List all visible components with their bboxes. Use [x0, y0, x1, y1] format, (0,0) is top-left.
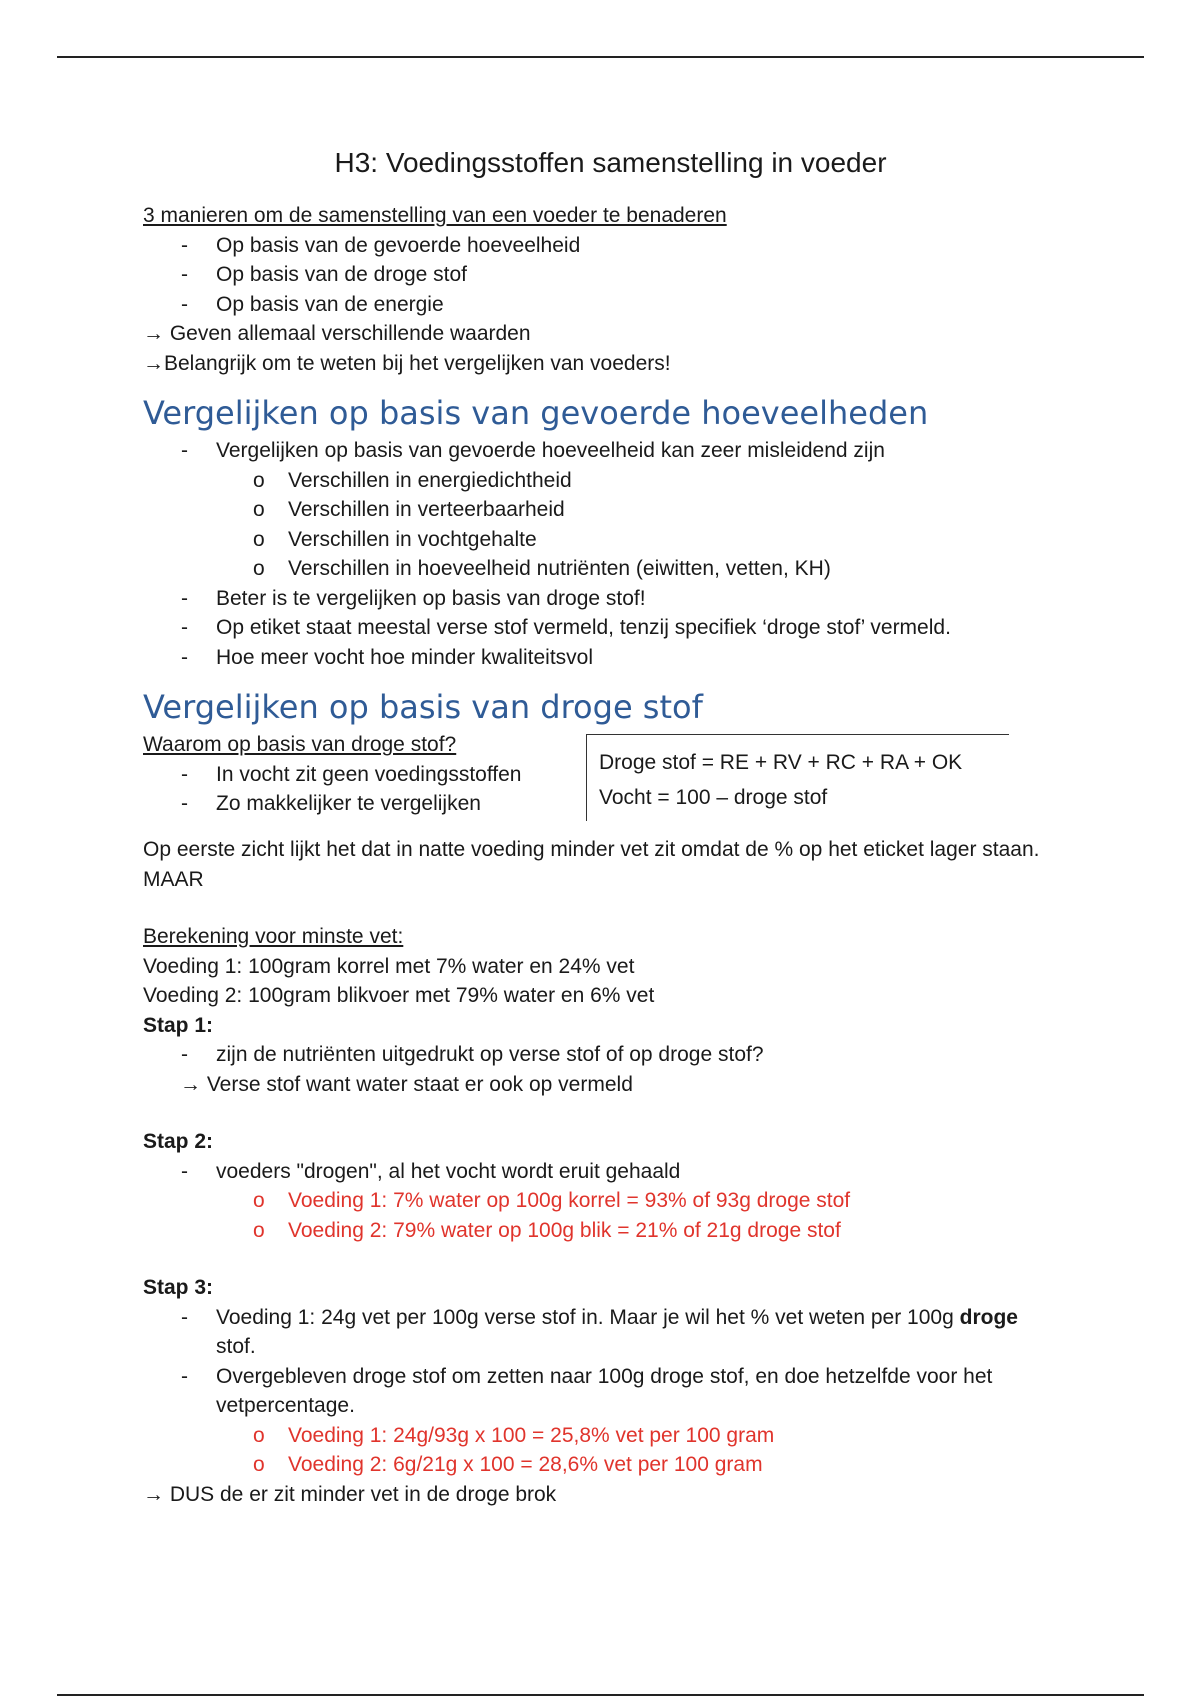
voeding-2: Voeding 2: 100gram blikvoer met 79% water en 6% vet — [143, 984, 655, 1007]
formula-box — [586, 734, 1009, 821]
list-item: o Verschillen in vochtgehalte — [143, 525, 1063, 555]
why-list — [143, 760, 586, 819]
list-item: - Op basis van de droge stof — [143, 260, 1063, 290]
list-item: - Op basis van de energie — [143, 290, 1063, 320]
stap-3-list — [143, 1303, 1063, 1421]
list-item: - voeders "drogen", al het vocht wordt eruit gehaald — [143, 1157, 1063, 1187]
stap-3-sublist — [143, 1421, 1063, 1480]
list-item: o Voeding 1: 24g/93g x 100 = 25,8% vet per 100 gram — [143, 1421, 1063, 1451]
formula-dry-matter: Droge stof = RE + RV + RC + RA + OK — [599, 751, 963, 774]
intro-heading: 3 manieren om de samenstelling van een voeder te benaderen — [143, 204, 727, 227]
document-page — [143, 145, 1063, 1509]
section1-list — [143, 436, 1063, 466]
list-item: - Overgebleven droge stof om zetten naar 100g droge stof, en doe hetzelfde voor het vetpercentage. — [143, 1362, 1063, 1421]
list-item: o Verschillen in hoeveelheid nutriënten (eiwitten, vetten, KH) — [143, 554, 1063, 584]
why-row — [143, 730, 1063, 821]
list-item: - Vergelijken op basis van gevoerde hoeveelheid kan zeer misleidend zijn — [143, 436, 1063, 466]
why-block — [143, 730, 586, 819]
stap-2-label: Stap 2: — [143, 1130, 214, 1153]
list-item: - Beter is te vergelijken op basis van droge stof! — [143, 584, 1063, 614]
section2-heading: Vergelijken op basis van droge stof — [143, 688, 703, 726]
stap-2-sublist — [143, 1186, 1063, 1245]
section1-sublist — [143, 466, 1063, 584]
list-item: - zijn de nutriënten uitgedrukt op verse stof of op droge stof? — [143, 1040, 1063, 1070]
list-item: - Hoe meer vocht hoe minder kwaliteitsvol — [143, 643, 1063, 673]
calc-heading: Berekening voor minste vet: — [143, 925, 404, 948]
intro-arrow-2: →Belangrijk om te weten bij het vergelijken van voeders! — [143, 351, 671, 375]
stap-1-arrow: → Verse stof want water staat er ook op vermeld — [180, 1072, 633, 1096]
list-item: - Zo makkelijker te vergelijken — [143, 789, 586, 819]
stap-2-list — [143, 1157, 1063, 1187]
paragraph: Op eerste zicht lijkt het dat in natte voeding minder vet zit omdat de % op het eticket lager staan. MAAR — [143, 838, 1040, 891]
stap-1-label: Stap 1: — [143, 1013, 214, 1037]
stap-3-text-a: Voeding 1: 24g vet per 100g verse stof in. Maar je wil het % vet weten per 100g — [216, 1305, 960, 1329]
stap-3-text-b: stof. — [216, 1335, 256, 1358]
list-item: o Verschillen in verteerbaarheid — [143, 495, 1063, 525]
header-rule — [57, 56, 1144, 58]
page-title: H3: Voedingsstoffen samenstelling in voeder — [334, 147, 887, 178]
intro-arrow-1: → Geven allemaal verschillende waarden — [143, 322, 531, 345]
list-item: o Voeding 1: 7% water op 100g korrel = 93% of 93g droge stof — [143, 1186, 1063, 1216]
section1-list-2 — [143, 584, 1063, 673]
footer-rule — [57, 1694, 1144, 1696]
section1-heading: Vergelijken op basis van gevoerde hoeveelheden — [143, 394, 929, 432]
intro-list — [143, 231, 1063, 320]
list-item: - In vocht zit geen voedingsstoffen — [143, 760, 586, 790]
stap-3-text-bold: droge — [959, 1305, 1018, 1329]
list-item: o Voeding 2: 79% water op 100g blik = 21% of 21g droge stof — [143, 1216, 1063, 1246]
why-heading: Waarom op basis van droge stof? — [143, 733, 457, 756]
list-item: o Voeding 2: 6g/21g x 100 = 28,6% vet per 100 gram — [143, 1450, 1063, 1480]
list-item — [143, 1303, 1063, 1362]
stap-1-list — [143, 1040, 1063, 1070]
list-item: o Verschillen in energiedichtheid — [143, 466, 1063, 496]
list-item: - Op basis van de gevoerde hoeveelheid — [143, 231, 1063, 261]
formula-moisture: Vocht = 100 – droge stof — [599, 786, 828, 809]
stap-3-label: Stap 3: — [143, 1276, 214, 1299]
voeding-1: Voeding 1: 100gram korrel met 7% water en 24% vet — [143, 954, 635, 978]
conclusion: → DUS de er zit minder vet in de droge brok — [143, 1482, 557, 1506]
list-item: - Op etiket staat meestal verse stof vermeld, tenzij specifiek ‘droge stof’ vermeld. — [143, 613, 1063, 643]
